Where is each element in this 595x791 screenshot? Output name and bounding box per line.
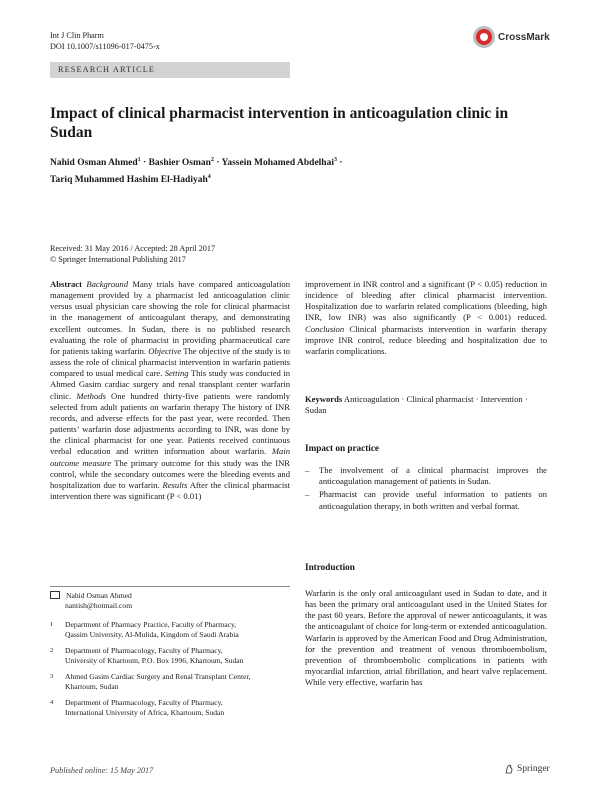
impact-heading: Impact on practice	[305, 443, 379, 453]
article-type-banner	[50, 62, 290, 78]
affiliation-number: 1	[50, 621, 54, 628]
abstract-label: Abstract	[50, 279, 82, 289]
abstract-setting-label: Setting	[164, 368, 189, 379]
copyright-line: © Springer International Publishing 2017	[50, 254, 186, 264]
author-affil-ref: 1	[137, 157, 141, 163]
affiliation-line: Ahmed Gasim Cardiac Surgery and Renal Transplant Center,	[65, 672, 251, 681]
abstract-methods: One hundred thirty-five patients were randomly selected from adult patients on warfarin therapy The history of INR records, and adverse effects for the past year, were recorded. Then patients’ warfarin dose adjustments according to INR, was done by the clinical pharmacist for one year. Patients received continuous verbal education and written information about warfarin.	[50, 390, 290, 457]
footnote-divider	[50, 586, 290, 587]
abstract-column-left	[50, 279, 290, 502]
abstract-results-part2: improvement in INR control and a significant (P < 0.05) reduction in incidence of bleeding after clinical pharmacist intervention. Hospitalization due to warfarin related complications (bleeding, high INR, low INR) was also significantly (P < 0.001) reduced.	[305, 279, 547, 323]
article-type-label: RESEARCH ARTICLE	[58, 65, 156, 74]
correspondence-name: Nahid Osman Ahmed	[66, 591, 132, 600]
list-dash: –	[305, 489, 310, 500]
affiliation-line: Department of Pharmacology, Faculty of Pharmacy,	[65, 646, 223, 655]
affiliation-line: Department of Pharmacy Practice, Faculty of Pharmacy,	[65, 620, 237, 629]
impact-list	[305, 465, 547, 514]
abstract-objective-label: Objective	[148, 345, 182, 356]
abstract-methods-label: Methods	[76, 390, 106, 401]
author-name[interactable]: Tariq Muhammed Hashim El-Hadiyah	[50, 175, 208, 186]
affiliation-line: Khartoum, Sudan	[65, 681, 119, 691]
keywords	[305, 394, 547, 416]
affiliation-number: 3	[50, 673, 54, 680]
introduction-text: Warfarin is the only oral anticoagulant used in Sudan to date, and it has been the primary oral anticoagulant used in the United States for the past 60 years. Before the approval of newer anticoagulants, it was the anticoagulant of choice for long-term or extended anticoagulation. Warfarin is approved by the American Food and Drug Administration, for the prevention and treatment of venous thromboembolism, prevention of thromboembolic complications in patients with myocardial infarction, atrial fibrillation, and heart valve replacement. While very effective, warfarin has	[305, 588, 547, 688]
list-item	[305, 489, 547, 511]
abstract-conclusion: Clinical pharmacists intervention in warfarin therapy improve INR control, reduce bleeding and hospitalization due to warfarin complications.	[305, 323, 547, 356]
received-accepted: Received: 31 May 2016 / Accepted: 28 April 2017	[50, 244, 216, 253]
published-online: Published online: 15 May 2017	[50, 766, 154, 775]
author-affil-ref: 2	[210, 157, 214, 163]
affiliation	[50, 646, 290, 665]
journal-name: Int J Clin Pharm	[50, 31, 104, 40]
affiliation-number: 4	[50, 699, 54, 706]
author-separator: ·	[336, 158, 343, 169]
crossmark-label: CrossMark	[498, 31, 550, 43]
affiliation	[50, 698, 290, 717]
affiliation	[50, 620, 290, 639]
abstract-conclusion-label: Conclusion	[305, 323, 345, 334]
crossmark-icon	[473, 26, 495, 48]
abstract-setting: This study was conducted in Ahmed Gasim cardiac surgery and renal transplant center warfarin clinic.	[50, 368, 290, 401]
abstract-outcome: The primary outcome for this study was the INR control, while the secondary outcomes were the bleeding events and hospitalization due to warfarin.	[50, 457, 291, 490]
affiliation-number: 2	[50, 647, 54, 654]
correspondence-email[interactable]: nantish@hotmail.com	[65, 600, 133, 610]
author-separator: ·	[213, 158, 222, 169]
abstract-objective: The objective of the study is to assess the role of clinical pharmacist intervention in warfarin patients compared to usual medical care.	[50, 345, 291, 379]
introduction-heading: Introduction	[305, 562, 355, 572]
keywords-list: Anticoagulation · Clinical pharmacist · Intervention · Sudan	[305, 394, 528, 416]
affiliation	[50, 672, 290, 691]
doi[interactable]: DOI 10.1007/s11096-017-0475-x	[50, 42, 160, 51]
affiliation-line: Department of Pharmacology, Faculty of Pharmacy,	[65, 698, 223, 707]
envelope-icon	[50, 591, 60, 599]
abstract-column-right	[305, 279, 547, 357]
author-name[interactable]: Nahid Osman Ahmed	[50, 158, 138, 169]
list-dash: –	[305, 465, 310, 475]
author-name[interactable]: Yassein Mohamed Abdelhai	[221, 158, 334, 169]
abstract-results-label: Results	[162, 479, 188, 490]
affiliation-line: University of Khartoum, P.O. Box 1996, Khartoum, Sudan	[65, 655, 244, 665]
publication-dates	[50, 244, 215, 265]
journal-header	[50, 30, 160, 52]
author-name[interactable]: Bashier Osman	[148, 158, 211, 169]
publisher-logo	[504, 764, 550, 774]
author-list	[50, 153, 480, 187]
list-item	[305, 465, 547, 487]
author-affil-ref: 4	[207, 174, 211, 181]
author-separator: ·	[140, 158, 149, 169]
article-title: Impact of clinical pharmacist intervention in anticoagulation clinic in Sudan	[50, 105, 509, 141]
abstract-results-part1: After the clinical pharmacist intervention there was significant (P < 0.01)	[50, 479, 290, 501]
affiliation-line: Qassim University, Al-Mulida, Kingdom of Saudi Arabia	[65, 629, 239, 639]
springer-horse-icon	[504, 764, 514, 774]
list-item-text: The involvement of a clinical pharmacist improves the anticoagulation management of patients in Sudan.	[319, 465, 547, 487]
correspondence	[50, 590, 132, 610]
abstract-outcome-label: Main outcome measure	[50, 446, 290, 468]
list-item-text: Pharmacist can provide useful information to patients on anticoagulation therapy, in both written and verbal format.	[319, 489, 547, 511]
abstract-background: Many trials have compared anticoagulation management provided by a pharmacist led anticoagulation clinic versus usual physician care showing the role for clinical pharmacist in the management of anticoagulant therapy, and demonstrating excellent outcomes. In Sudan, there is no published research evaluating the role of pharmacist in providing pharmaceutical care for patients taking warfarin.	[50, 279, 290, 356]
affiliation-line: International University of Africa, Khartoum, Sudan	[65, 707, 225, 717]
publisher-name: Springer	[517, 764, 550, 774]
abstract-background-label: Background	[86, 279, 129, 289]
author-affil-ref: 3	[333, 157, 337, 163]
crossmark-badge[interactable]	[473, 25, 558, 49]
keywords-label: Keywords	[305, 394, 343, 404]
